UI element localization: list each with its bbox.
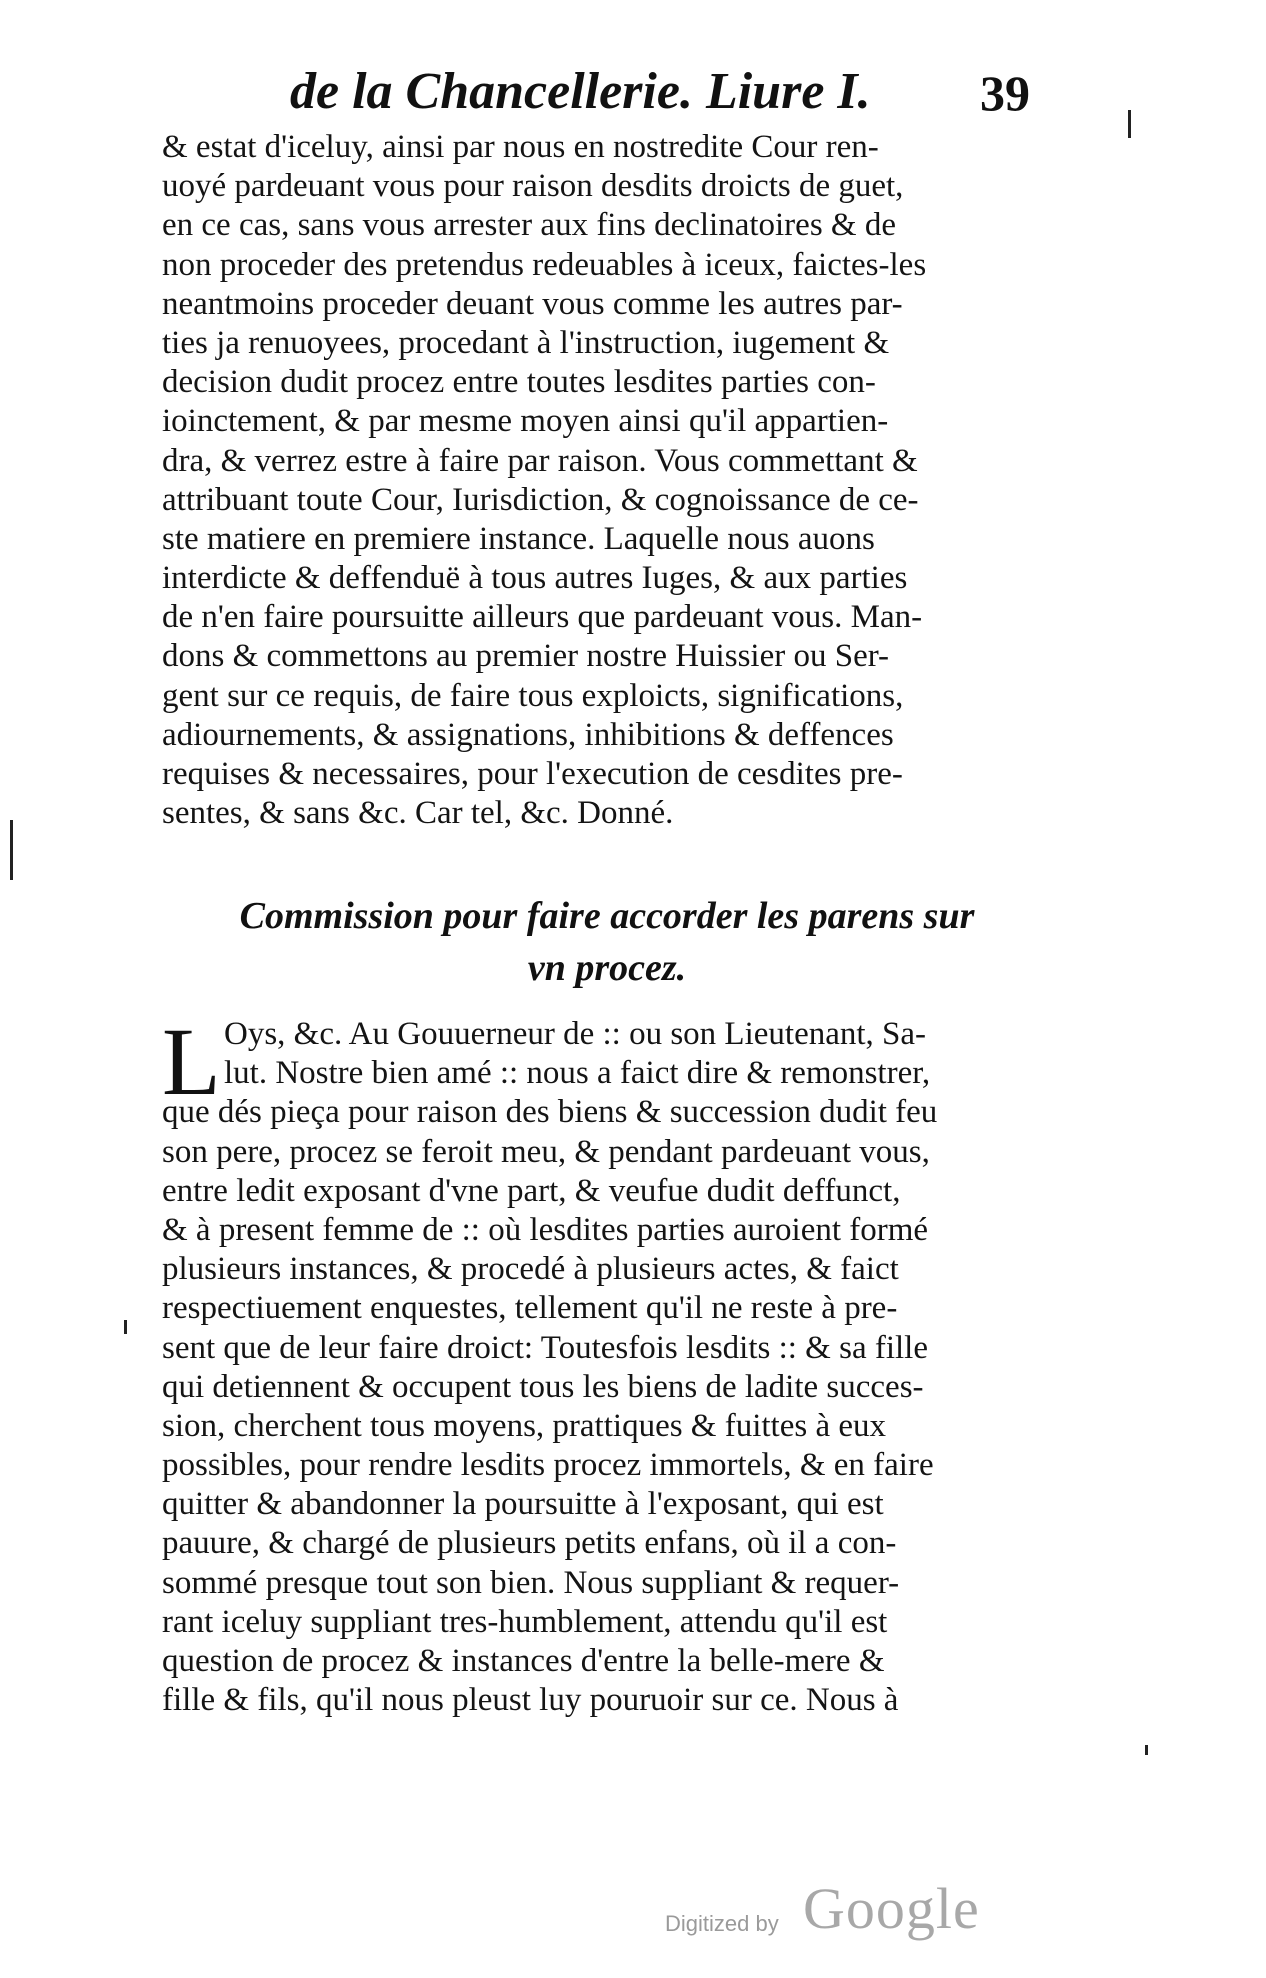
digitized-watermark: [665, 1875, 1005, 1955]
text-line: fille & fils, qu'il nous pleust luy pouruoir sur ce. Nous à: [162, 1682, 899, 1719]
text-line: sent que de leur faire droict: Toutesfois lesdits :: & sa fille: [162, 1329, 928, 1366]
page-number: 39: [980, 65, 1030, 121]
section-heading: [162, 890, 1052, 994]
text-line: entre ledit exposant d'vne part, & veufue dudit deffunct,: [162, 1172, 901, 1209]
text-line: question de procez & instances d'entre la belle-mere &: [162, 1643, 885, 1679]
text-line: & estat d'iceluy, ainsi par nous en nostredite Cour ren-: [162, 129, 879, 165]
drop-cap: L: [162, 1008, 221, 1115]
text-line: lut. Nostre bien amé :: nous a faict dire & remonstrer,: [224, 1055, 931, 1092]
text-line: decision dudit procez entre toutes lesdites parties con-: [162, 364, 876, 401]
watermark-prefix: Digitized by: [665, 1911, 779, 1936]
scan-margin-mark: [124, 1320, 127, 1334]
heading-line: Commission pour faire accorder les parens sur: [239, 895, 975, 937]
text-line: adiournements, & assignations, inhibitions & deffences: [162, 716, 894, 753]
text-line: que dés pieça pour raison des biens & succession dudit feu: [162, 1094, 938, 1131]
text-line: gent sur ce requis, de faire tous exploicts, significations,: [162, 677, 904, 714]
text-line: interdicte & deffenduë à tous autres Iuges, & aux parties: [162, 560, 908, 597]
text-line: pauure, & chargé de plusieurs petits enfans, où il a con-: [162, 1525, 897, 1562]
text-line: rant iceluy suppliant tres-humblement, attendu qu'il est: [162, 1603, 888, 1640]
text-line: sentes, & sans &c. Car tel, &c. Donné.: [162, 795, 674, 832]
text-line: quitter & abandonner la poursuitte à l'exposant, qui est: [162, 1486, 884, 1523]
text-line: dons & commettons au premier nostre Huissier ou Ser-: [162, 638, 890, 675]
text-line: uoyé pardeuant vous pour raison desdits droicts de guet,: [162, 168, 904, 205]
text-line: ties ja renuoyees, procedant à l'instruction, iugement &: [162, 324, 890, 361]
google-logo: Google: [803, 1876, 980, 1941]
text-line: non proceder des pretendus redeuables à iceux, faictes-les: [162, 246, 927, 283]
text-line: plusieurs instances, & procedé à plusieurs actes, & faict: [162, 1251, 899, 1288]
text-line: requises & necessaires, pour l'execution de cesdites pre-: [162, 756, 903, 792]
text-line: possibles, pour rendre lesdits procez immortels, & en faire: [162, 1447, 934, 1484]
scan-margin-mark: [10, 820, 13, 880]
text-line: sion, cherchent tous moyens, prattiques & fuittes à eux: [162, 1407, 887, 1444]
scan-margin-mark: [1128, 110, 1131, 138]
text-line: son pere, procez se feroit meu, & pendant pardeuant vous,: [162, 1133, 930, 1170]
text-line: ioinctement, & par mesme moyen ainsi qu'il appartien-: [162, 403, 889, 440]
text-line: attribuant toute Cour, Iurisdiction, & cognoissance de ce-: [162, 481, 919, 518]
text-line: & à present femme de :: où lesdites parties auroient formé: [162, 1211, 929, 1248]
running-title: de la Chancellerie. Liure I.: [290, 63, 871, 120]
heading-line: vn procez.: [527, 947, 687, 989]
paragraph-2: [162, 1008, 1052, 1720]
text-line: neantmoins proceder deuant vous comme les autres par-: [162, 285, 903, 322]
running-head: [290, 62, 1150, 132]
text-line: en ce cas, sans vous arrester aux fins declinatoires & de: [162, 207, 896, 244]
scan-margin-mark: [1145, 1745, 1148, 1755]
text-line: Oys, &c. Au Gouuerneur de :: ou son Lieutenant, Sa-: [224, 1016, 927, 1052]
text-line: ste matiere en premiere instance. Laquelle nous auons: [162, 520, 875, 557]
text-line: respectiuement enquestes, tellement qu'il ne reste à pre-: [162, 1290, 898, 1327]
text-line: qui detiennent & occupent tous les biens de ladite succes-: [162, 1368, 924, 1405]
text-line: sommé presque tout son bien. Nous suppliant & requer-: [162, 1564, 900, 1601]
text-line: de n'en faire poursuitte ailleurs que pardeuant vous. Man-: [162, 599, 923, 636]
paragraph-1: [162, 128, 1052, 833]
text-line: dra, & verrez estre à faire par raison. Vous commettant &: [162, 442, 918, 479]
